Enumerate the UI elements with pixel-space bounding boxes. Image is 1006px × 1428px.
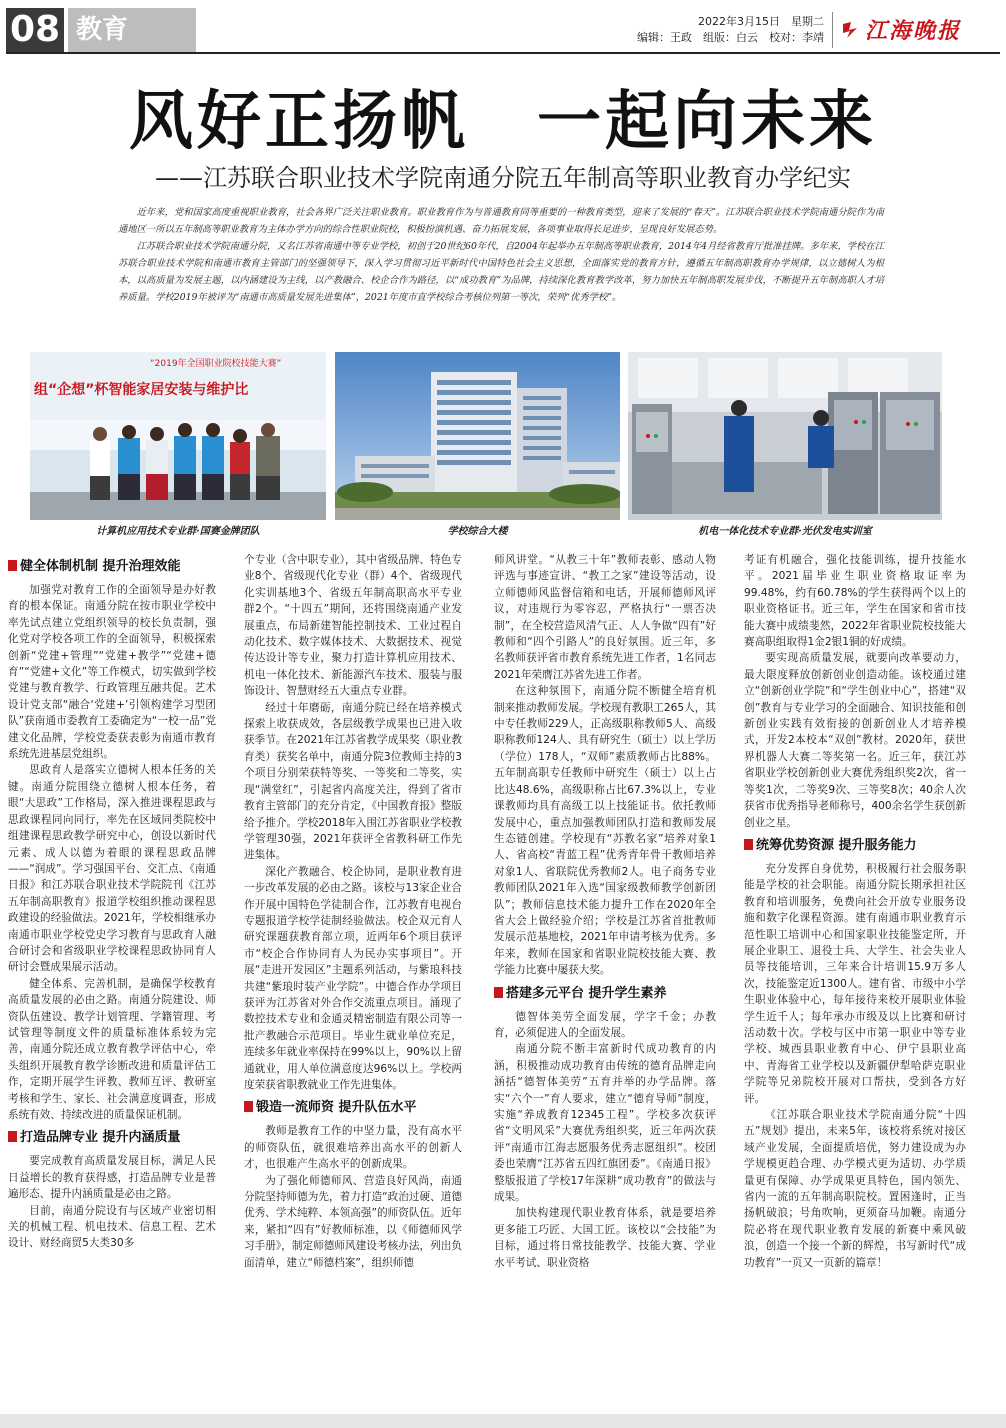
heading-marker-icon [744,839,753,850]
photo-caption: 机电一体化技术专业群·光伏发电实训室 [698,526,872,537]
photo-competition-team [30,352,326,520]
article-column-1 [8,552,216,1372]
section-heading [8,1129,216,1147]
page-number: 08 [6,8,64,52]
article-paragraph: 考证有机融合，强化技能训练，提升技能水平。2021届毕业生职业资格取证率为99.48%，约有60.78%的学生获得两个以上的职业资格证书。近三年，学生在国家和省市技能大赛中成绩斐然，2022年省职业院校技能大赛高职组取得1金2银1铜的好成绩。 [744,554,966,649]
editor-credits: 编辑：王政 组版：白云 校对：李靖 [637,31,824,44]
newspaper-name: 江海晚报 [865,18,962,44]
article-paragraph: 教师是教育工作的中坚力量，没有高水平的师资队伍，就很难培养出高水平的创新人才，也很难产生高水平的创新成果。 [244,1125,462,1171]
photo-caption: 计算机应用技术专业群·国赛金牌团队 [96,526,260,537]
building-photo-image [335,352,620,520]
section-label: 教育 [68,8,196,52]
lab-photo-image [628,352,942,520]
banner-title-text: 组“企想”杯智能家居安装与维护比 [34,382,249,398]
article-paragraph: 个专业（含中职专业），其中省级品牌、特色专业8个、省级现代化专业（群）4个、省级现代化实训基地3个、省级五年制高职高水平专业群2个。“十四五”期间，还将围绕南通产业发展重点，布局新建智能控制技术、工业过程自动化技术、数字媒体技术、大数据技术、视觉传达设计等专业，聚力打造计算机应用技术、机电一体化技术、新能源汽车技术、服装与服饰设计、智慧财经五大重点专业群。 [244,554,462,698]
article-paragraph: 加强党对教育工作的全面领导是办好教育的根本保证。南通分院在按市职业学校中率先试点建立党组织领导的校长负责制，强化党对学校各项工作的全面领导，积极探索创新“党建+管理”“党建+教学”“党建+德育”“党建+文化”等工作模式，切实做到学校党建与教育教学、行政管理互融共促。艺术设计党支部“融合‘党建+’引领构建学习型团队”获南通市委教育工委确定为“一校一品”党建文化品牌，学校党委获表彰为南通市教育系统先进基层党组织。 [8,584,216,761]
article-paragraph: 要实现高质量发展，就要向改革要动力，最大限度释放创新创业创造动能。该校通过建立“创新创业学院”和“学生创业中心”，搭建“双创”教育与专业学习的全面融合、知识技能和创新创业实践有效衔接的创新创业人才培养模式，开发2本校本“双创”教材。2020年，获世界机器人大赛二等奖第一名。近三年，获江苏省职业学校创新创业大赛优秀组织奖2次，省一等奖1次，二等奖9次、三等奖8次；40余人次获省市优秀指导老师称号，400余名学生获创新创业之星。 [744,652,966,829]
article-paragraph: 《江苏联合职业技术学院南通分院“十四五”规划》提出，未来5年，该校将系统对接区域产业发展，全面提质培优，努力建设成为办学规模更趋合理、办学模式更为适切、办学质量更有保障、办学成果更具特色，国内领先、省内一流的五年制高职院校。置困逢时，正当扬帆破浪；号角吹响，更须奋马加鞭。南通分院必将在现代职业教育发展的新赛中乘风破浪，创造一个接一个新的辉煌，书写新时代“成功教育”一页又一页新的篇章！ [744,1109,966,1269]
team-photo-image [30,352,326,520]
footer-strip [0,1414,1006,1428]
subheadline: ——江苏联合职业技术学院南通分院五年制高等职业教育办学纪实 [155,164,851,192]
article-paragraph: 深化产教融合、校企协同，是职业教育进一步改革发展的必由之路。该校与13家企业合作开展中国特色学徒制合作，江苏教育电视台专题报道学校学徒制经验做法。校企双元育人研究课题获教育部立项，近两年6个项目获评市“校企合作协同育人为民办实事项目”。开展“走进开发园区”主题系列活动，与紫琅科技共建“紫琅时装产业学院”。中德合作办学项目获评为江苏省对外合作交流重点项目。涌现了数控技术专业和金通灵精密制造有限公司等一批产教融合示范项目。毕业生就业单位充足，连续多年就业率保持在99%以上，90%以上留通就业，用人单位满意度达96%以上。学校两度荣获省职教就业工作先进集体。 [244,865,462,1091]
section-heading [744,837,966,855]
article-column-3 [494,552,716,1372]
article-paragraph: 在这种氛围下，南通分院不断健全培育机制来推动教师发展。学校现有教职工265人，其中专任教师229人，正高级职称教师5人、高级职称教师124人、具有研究生（硕士）以上学历（学位）178人，“双师”素质教师占比88%。五年制高职专任教师中研究生（硕士）以上占比达48.6%，高级职称占比67.3%以上，专业课教师均具有高级工以上技能证书。依托教师发展中心，重点加强教师团队打造和教师发展生态链创建。学校现有“苏教名家”培养对象1人、省高校“青蓝工程”优秀青年骨干教师培养对象1人、省联院优秀教师2人。电子商务专业教师团队2021年入选“国家级教师教学创新团队”；教师信息技术能力提升工作在2020年全省大会上做经验介绍；学校是江苏省首批教师发展示范基地校，2021年申请考核为优秀。多年来，教师在国家和省职业院校技能大赛、教学能力比赛中屡获大奖。 [494,685,716,977]
section-heading-text: 统筹优势资源 提升服务能力 [756,837,917,853]
masthead [6,8,1000,54]
article-column-2 [244,552,462,1372]
newspaper-brand [832,12,1001,48]
article-paragraph: 经过十年磨砺，南通分院已经在培养模式探索上收获成效，各层级教学成果也已进入收获季节。在2021年江苏省教学成果奖（职业教育类）获奖名单中，南通分院3位教师主持的3个项目分别荣获特等奖、一等奖和二等奖，实现“满堂红”，引起省内高度关注，得到了省市教育主管部门的充分肯定，《中国教育报》整版给予推介。学校2018年入围江苏省职业学校教学管理30强，2021年获评全省教科研工作先进集体。 [244,701,462,862]
intro-paragraph: 江苏联合职业技术学院南通分院，又名江苏省南通中等专业学校，初创于20世纪60年代，自2004年起举办五年制高等职业教育，2014年4月经省教育厅批准挂牌。多年来，学校在江苏联合职业技术学院和南通市教育主管部门的坚强领导下，深入学习贯彻习近平新时代中国特色社会主义思想，全面落实党的教育方针，遵循五年制高职教育办学规律，以立德树人为根本，以高质量为发展主题，以内涵建设为主线，以产教融合、校企合作为路径，以“成功教育”为品牌，持续深化教育教学改革，努力加快五年制高职发展步伐，不断提升五年制高职人才培养质量。学校2019年被评为“南通市高质量发展先进集体”，2021年度市直学校综合考核位列第一等次，荣列“优秀学校”。 [118,241,884,303]
section-heading [494,985,716,1003]
article-paragraph: 健全体系、完善机制，是确保学校教育高质量发展的必由之路。南通分院建设、师资队伍建设、教学计划管理、学籍管理、考试管理等制度文件的质量标准体系较为完善，南通分院还成立教育教学评估中心，牵头组织开展教育教学诊断改进和质量评估工作，定期开展学生评教、教师互评、教研室考核和学生、家长、社会满意度调查，形成系统有效、持续改进的质量保证机制。 [8,977,216,1121]
heading-marker-icon [8,560,17,571]
section-heading [244,1099,462,1117]
article-paragraph: 充分发挥自身优势，积极履行社会服务职能是学校的社会职能。南通分院长期承担社区教育和培训服务，免费向社会开放专业服务设施和数字化课程资源。建有南通市职业教育示范性职工培训中心和国家职业技能鉴定所，开展企业职工、退役士兵、大学生、社会失业人员等技能培训，三年来合计培训15.9万多人次，技能鉴定近1300人。建有省、市级中小学生职业体验中心，每年接待来校开展职业体验学生近千人；每年承办市级及以上比赛和研讨活动数十次。学校与区中市第一职业中等专业学校、城西县职业教育中心、伊宁县职业高中、青海省工业学校以及新疆伊犁哈萨克职业学院等兄弟院校开展对口帮扶，受到各方好评。 [744,862,966,1105]
photo-training-lab [628,352,942,520]
section-heading [8,558,216,576]
article-paragraph: 加快构建现代职业教育体系，就是要培养更多能工巧匠、大国工匠。该校以“会技能”为目标，通过将日常技能教学、技能大赛、学业水平考试、职业资格 [494,1207,716,1269]
article-paragraph: 要完成教育高质量发展目标，满足人民日益增长的教育获得感，打造品牌专业是普遍形态、提升内涵质量是必由之路。 [8,1155,216,1201]
article-paragraph: 师风讲堂。“从教三十年”教师表彰、感动人物评选与事迹宣讲、“教工之家”建设等活动，设立师德师风监督信箱和电话，开展师德师风评议，对违规行为零容忍，严格执行“一票否决制”，在全校营造风清气正、人人争做“四有”好教师和“四个引路人”的良好氛围。近三年，多名教师获评省市教育系统先进工作者，1名同志2021年荣膺江苏省先进工作者。 [494,554,716,681]
heading-marker-icon [494,987,503,998]
intro-text [118,204,884,306]
section-heading-text: 锻造一流师资 提升队伍水平 [256,1100,417,1116]
section-heading-text: 打造品牌专业 提升内涵质量 [20,1130,181,1146]
section-heading-text: 健全体制机制 提升治理效能 [20,559,181,574]
dateline: 2022年3月15日 星期二 [698,15,824,28]
newspaper-logo-icon [841,20,861,40]
photo-school-building [335,352,620,520]
intro-paragraph: 近年来，党和国家高度重视职业教育，社会各界广泛关注职业教育。职业教育作为与普通教育同等重要的一种教育类型，迎来了发展的“春天”。江苏联合职业技术学院南通分院作为南通地区一所以五年制高等职业教育为主体办学方向的综合性职业院校，积极扮演机遇、奋力拓展发展，各项事业取得长足进步，呈现良好发展态势。 [118,207,884,235]
banner-top-text: “2019年全国职业院校技能大赛” [150,359,282,369]
heading-marker-icon [8,1131,17,1142]
article-paragraph: 德智体美劳全面发展，学字千金；办教育，必须促进人的全面发展。 [494,1010,716,1039]
article-paragraph: 思政育人是落实立德树人根本任务的关键。南通分院围绕立德树人根本任务，着眼“大思政”工作格局，深入推进课程思政与思政课程同向同行，率先在区域同类院校中组建课程思政教学研究中心，创设以新时代元素、成人以德为着眼的课程思政品牌——“润成”。学习强国平台、交汇点、《南通日报》和江苏联合职业技术学院院刊《江苏五年制高职教育》报道学校组织推动课程思政建设的经验做法。2021年，学校相继承办南通市职业学校党史学习教育与思政育人融合研讨会和省级职业学校课程思政协同育人研讨会暨成果展示活动。 [8,764,216,974]
article-column-4 [744,552,966,1372]
article-paragraph: 目前，南通分院设有与区域产业密切相关的机械工程、机电技术、信息工程、艺术设计、财经商贸5大类30多 [8,1204,216,1250]
article-paragraph: 南通分院不断丰富新时代成功教育的内涵，积极推动成功教育由传统的德育品牌走向涵括“德智体美劳”五育并举的办学品牌。落实“六个一”育人要求，建立“德育导师”制度，实施“养成教育12345工程”。学校多次获评省“文明风采”大赛优秀组织奖，近三年两次获评“南通市江海志愿服务优秀志愿组织”。校团委也荣膺“江苏省五四红旗团委”。《南通日报》整版报道了学校17年深耕“成功教育”的做法与成果。 [494,1043,716,1204]
headline: 风好正扬帆 一起向未来 [129,85,877,159]
photo-caption: 学校综合大楼 [447,526,508,537]
article-paragraph: 为了强化师德师风、营造良好风尚，南通分院坚持师德为先，着力打造“政治过硬、道德优秀、学术纯粹、本领高强”的师资队伍。近年来，紧扣“四有”好教师标准，以《师德师风学习手册》，制定师德师风建设考核办法，列出负面清单，建立“师德档案”，组织师德 [244,1174,462,1269]
section-heading-text: 搭建多元平台 提升学生素养 [506,985,667,1001]
heading-marker-icon [244,1101,253,1112]
